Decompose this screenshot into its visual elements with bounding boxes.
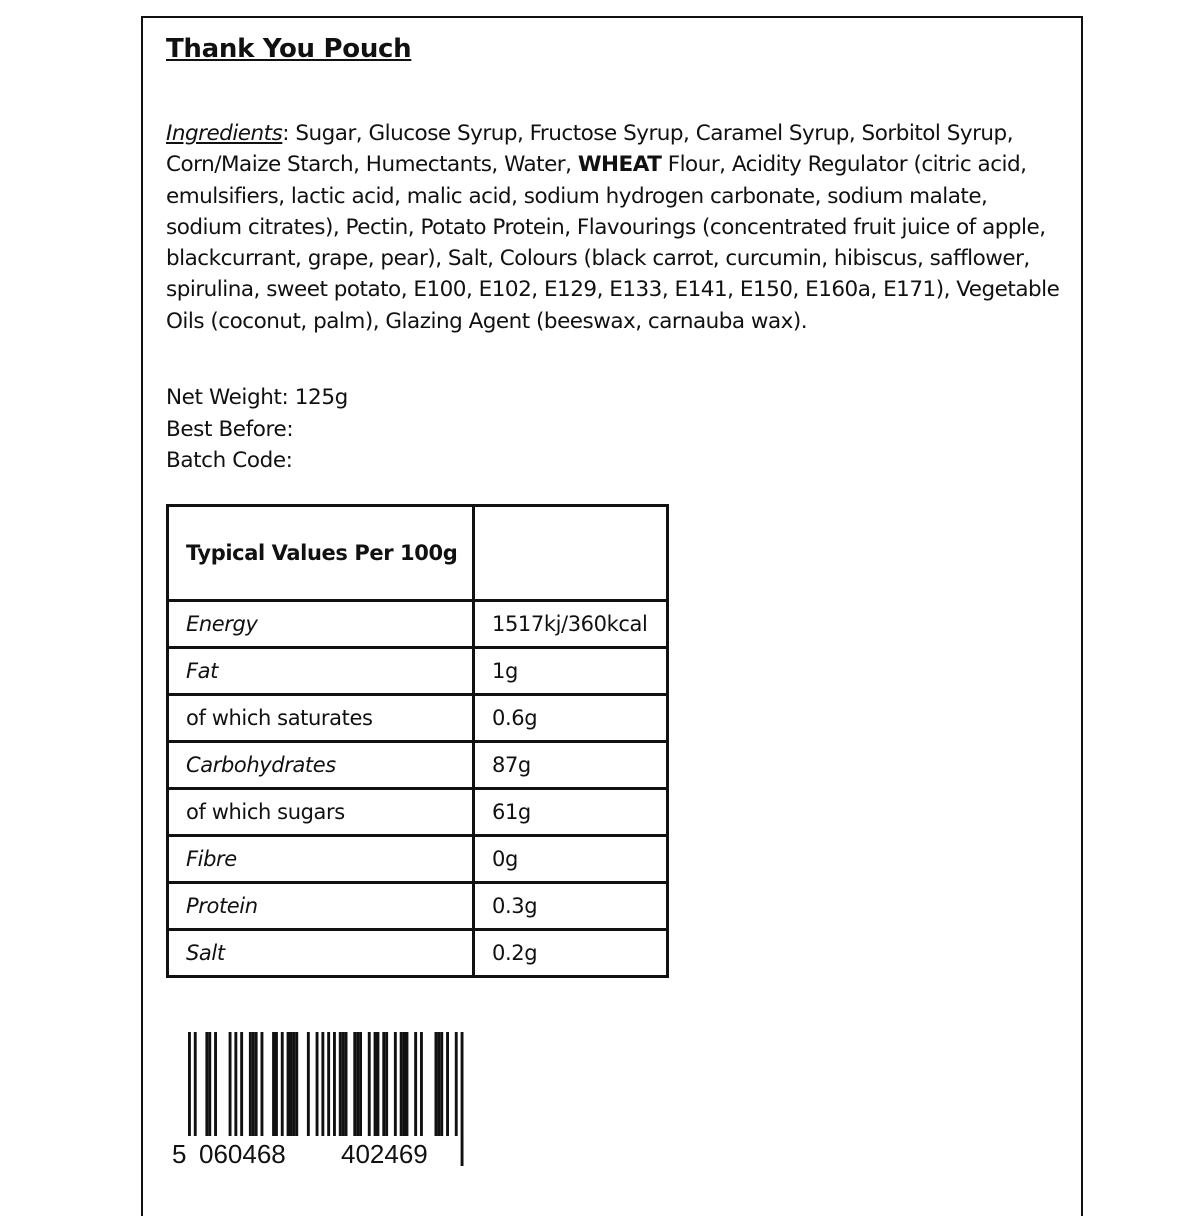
barcode-bar <box>255 1032 258 1136</box>
barcode-bar <box>261 1032 264 1136</box>
barcode-bar <box>290 1032 293 1136</box>
barcode-bar <box>287 1032 290 1136</box>
batch-code: Batch Code: <box>166 448 293 473</box>
barcode <box>168 1032 468 1172</box>
barcode-bar <box>275 1032 278 1136</box>
barcode-bar <box>333 1032 336 1136</box>
nutrient-name: of which saturates <box>168 695 474 742</box>
barcode-bar <box>252 1032 255 1136</box>
nutrient-name: Carbohydrates <box>168 742 474 789</box>
barcode-bar <box>437 1032 440 1136</box>
table-row <box>168 601 668 648</box>
barcode-bar <box>403 1032 406 1136</box>
barcode-bar <box>377 1032 380 1136</box>
table-row <box>168 648 668 695</box>
nutrient-value: 0.3g <box>474 883 668 930</box>
table-row <box>168 789 668 836</box>
nutrient-value: 0.2g <box>474 930 668 977</box>
barcode-bar <box>353 1032 356 1136</box>
allergen-wheat: WHEAT <box>577 152 662 178</box>
nutrient-value: 87g <box>474 742 668 789</box>
nutrient-name: Protein <box>168 883 474 930</box>
ingredients-list-part-2: Flour, Acidity Regulator (citric acid, emulsifiers, lactic acid, malic acid, sodium hydrogen carbonate, sodium malate, sodium citrates), Pectin, Potato Protein, Flavourings (concentrated fruit juice of apple, blackcurrant, grape, pear), Salt, Colours (black carrot, curcumin, hibiscus, safflower, spirulina, sweet potato, E100, E102, E129, E133, E141, E150, E160a, E171), Vegetable Oils (coconut, palm), Glazing Agent (beeswax, carnauba wax). <box>166 152 1060 334</box>
nutrient-name: Energy <box>168 601 474 648</box>
nutrition-table <box>166 504 669 978</box>
nutrient-value: 0.6g <box>474 695 668 742</box>
table-row <box>168 930 668 977</box>
barcode-first-digit: 5 <box>172 1139 187 1169</box>
barcode-bar <box>292 1032 295 1136</box>
table-row <box>168 883 668 930</box>
barcode-bar <box>345 1032 348 1136</box>
barcode-bar <box>295 1032 298 1136</box>
barcode-bar <box>281 1032 284 1136</box>
product-title: Thank You Pouch <box>166 34 412 64</box>
net-weight: Net Weight: 125g <box>166 385 348 410</box>
nutrient-name: Fibre <box>168 836 474 883</box>
nutrition-header-value <box>474 506 668 601</box>
barcode-bar <box>316 1032 319 1136</box>
product-info <box>166 382 348 477</box>
table-row <box>168 742 668 789</box>
barcode-bar <box>400 1032 403 1136</box>
barcode-bar <box>394 1032 397 1136</box>
barcode-right-digits: 402469 <box>341 1139 428 1169</box>
nutrient-value: 1517kj/360kcal <box>474 601 668 648</box>
barcode-bar <box>249 1032 252 1136</box>
barcode-bar <box>368 1032 371 1136</box>
barcode-bar <box>435 1032 438 1136</box>
nutrient-name: Salt <box>168 930 474 977</box>
nutrient-value: 0g <box>474 836 668 883</box>
barcode-bar <box>414 1032 417 1136</box>
barcode-bar <box>374 1032 377 1136</box>
barcode-bar <box>205 1032 208 1136</box>
barcode-bar <box>234 1032 237 1136</box>
barcode-bar <box>208 1032 211 1136</box>
barcode-bar <box>385 1032 388 1136</box>
nutrient-name: Fat <box>168 648 474 695</box>
nutrient-name: of which sugars <box>168 789 474 836</box>
ingredients-text <box>166 118 1066 337</box>
nutrient-value: 61g <box>474 789 668 836</box>
barcode-bar <box>420 1032 423 1136</box>
table-row <box>168 836 668 883</box>
table-row <box>168 695 668 742</box>
barcode-left-digits: 060468 <box>199 1139 286 1169</box>
barcode-bar <box>339 1032 342 1136</box>
barcode-bar <box>342 1032 345 1136</box>
barcode-bar <box>359 1032 362 1136</box>
barcode-bar <box>272 1032 275 1136</box>
barcode-bar <box>356 1032 359 1136</box>
barcode-bar <box>446 1032 449 1136</box>
nutrition-header-row <box>168 506 668 601</box>
nutrition-header-label: Typical Values Per 100g <box>168 506 474 601</box>
barcode-bar <box>406 1032 409 1136</box>
nutrient-value: 1g <box>474 648 668 695</box>
best-before: Best Before: <box>166 416 294 442</box>
ingredients-list-part-1: : Sugar, Glucose Syrup, Fructose Syrup, Caramel Syrup, Sorbitol Syrup, Corn/Maize Starch, Humectants, Water, <box>166 121 1014 178</box>
barcode-bar <box>229 1032 232 1136</box>
barcode-bar <box>382 1032 385 1136</box>
barcode-bar <box>240 1032 243 1136</box>
barcode-bar <box>307 1032 310 1136</box>
ingredients-label: Ingredients <box>166 121 283 146</box>
barcode-bar <box>440 1032 443 1136</box>
barcode-bar <box>214 1032 217 1136</box>
barcode-bar <box>461 1032 464 1166</box>
